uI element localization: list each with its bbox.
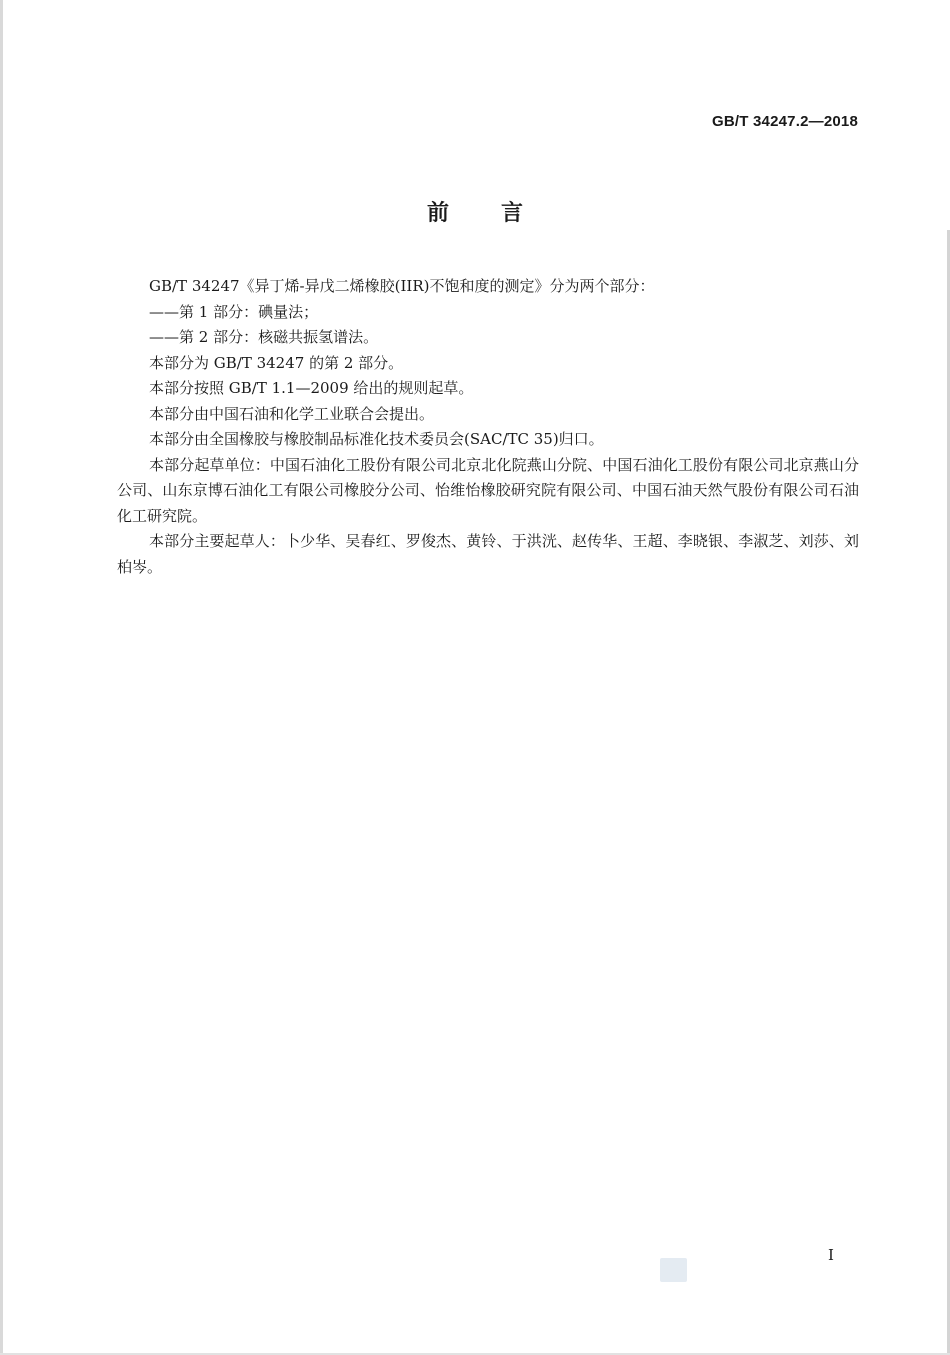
paragraph-committee: 本部分由全国橡胶与橡胶制品标准化技术委员会(SAC/TC 35)归口。 (149, 430, 604, 448)
page-number: I (828, 1246, 834, 1264)
list-item-part-2: ——第 2 部分：核磁共振氢谱法。 (149, 328, 379, 346)
paragraph-proposer: 本部分由中国石油和化学工业联合会提出。 (149, 404, 435, 423)
page-title: 前言 (426, 201, 575, 226)
watermark-icon (660, 1258, 687, 1282)
paragraph-part-of: 本部分为 GB/T 34247 的第 2 部分。 (149, 353, 404, 372)
paragraph-drafting-rules: 本部分按照 GB/T 1.1—2009 给出的规则起草。 (149, 379, 474, 397)
standard-number: GB/T 34247.2—2018 (712, 113, 858, 130)
foreword-body (117, 274, 859, 580)
list-item-part-1: ——第 1 部分：碘量法； (149, 302, 319, 321)
paragraph-drafting-units: 本部分起草单位：中国石油化工股份有限公司北京北化院燕山分院、中国石油化工股份有限公司北京燕山分公司、山东京博石油化工有限公司橡胶分公司、怡维怡橡胶研究院有限公司、中国石油天然气股份有限公司石油化工研究院。 (117, 455, 859, 525)
paragraph-intro: GB/T 34247《异丁烯-异戊二烯橡胶(IIR)不饱和度的测定》分为两个部分： (149, 277, 655, 295)
paragraph-drafters: 本部分主要起草人：卜少华、吴春红、罗俊杰、黄铃、于洪洸、赵传华、王超、李晓银、李淑芝、刘莎、刘柏岑。 (117, 532, 859, 576)
